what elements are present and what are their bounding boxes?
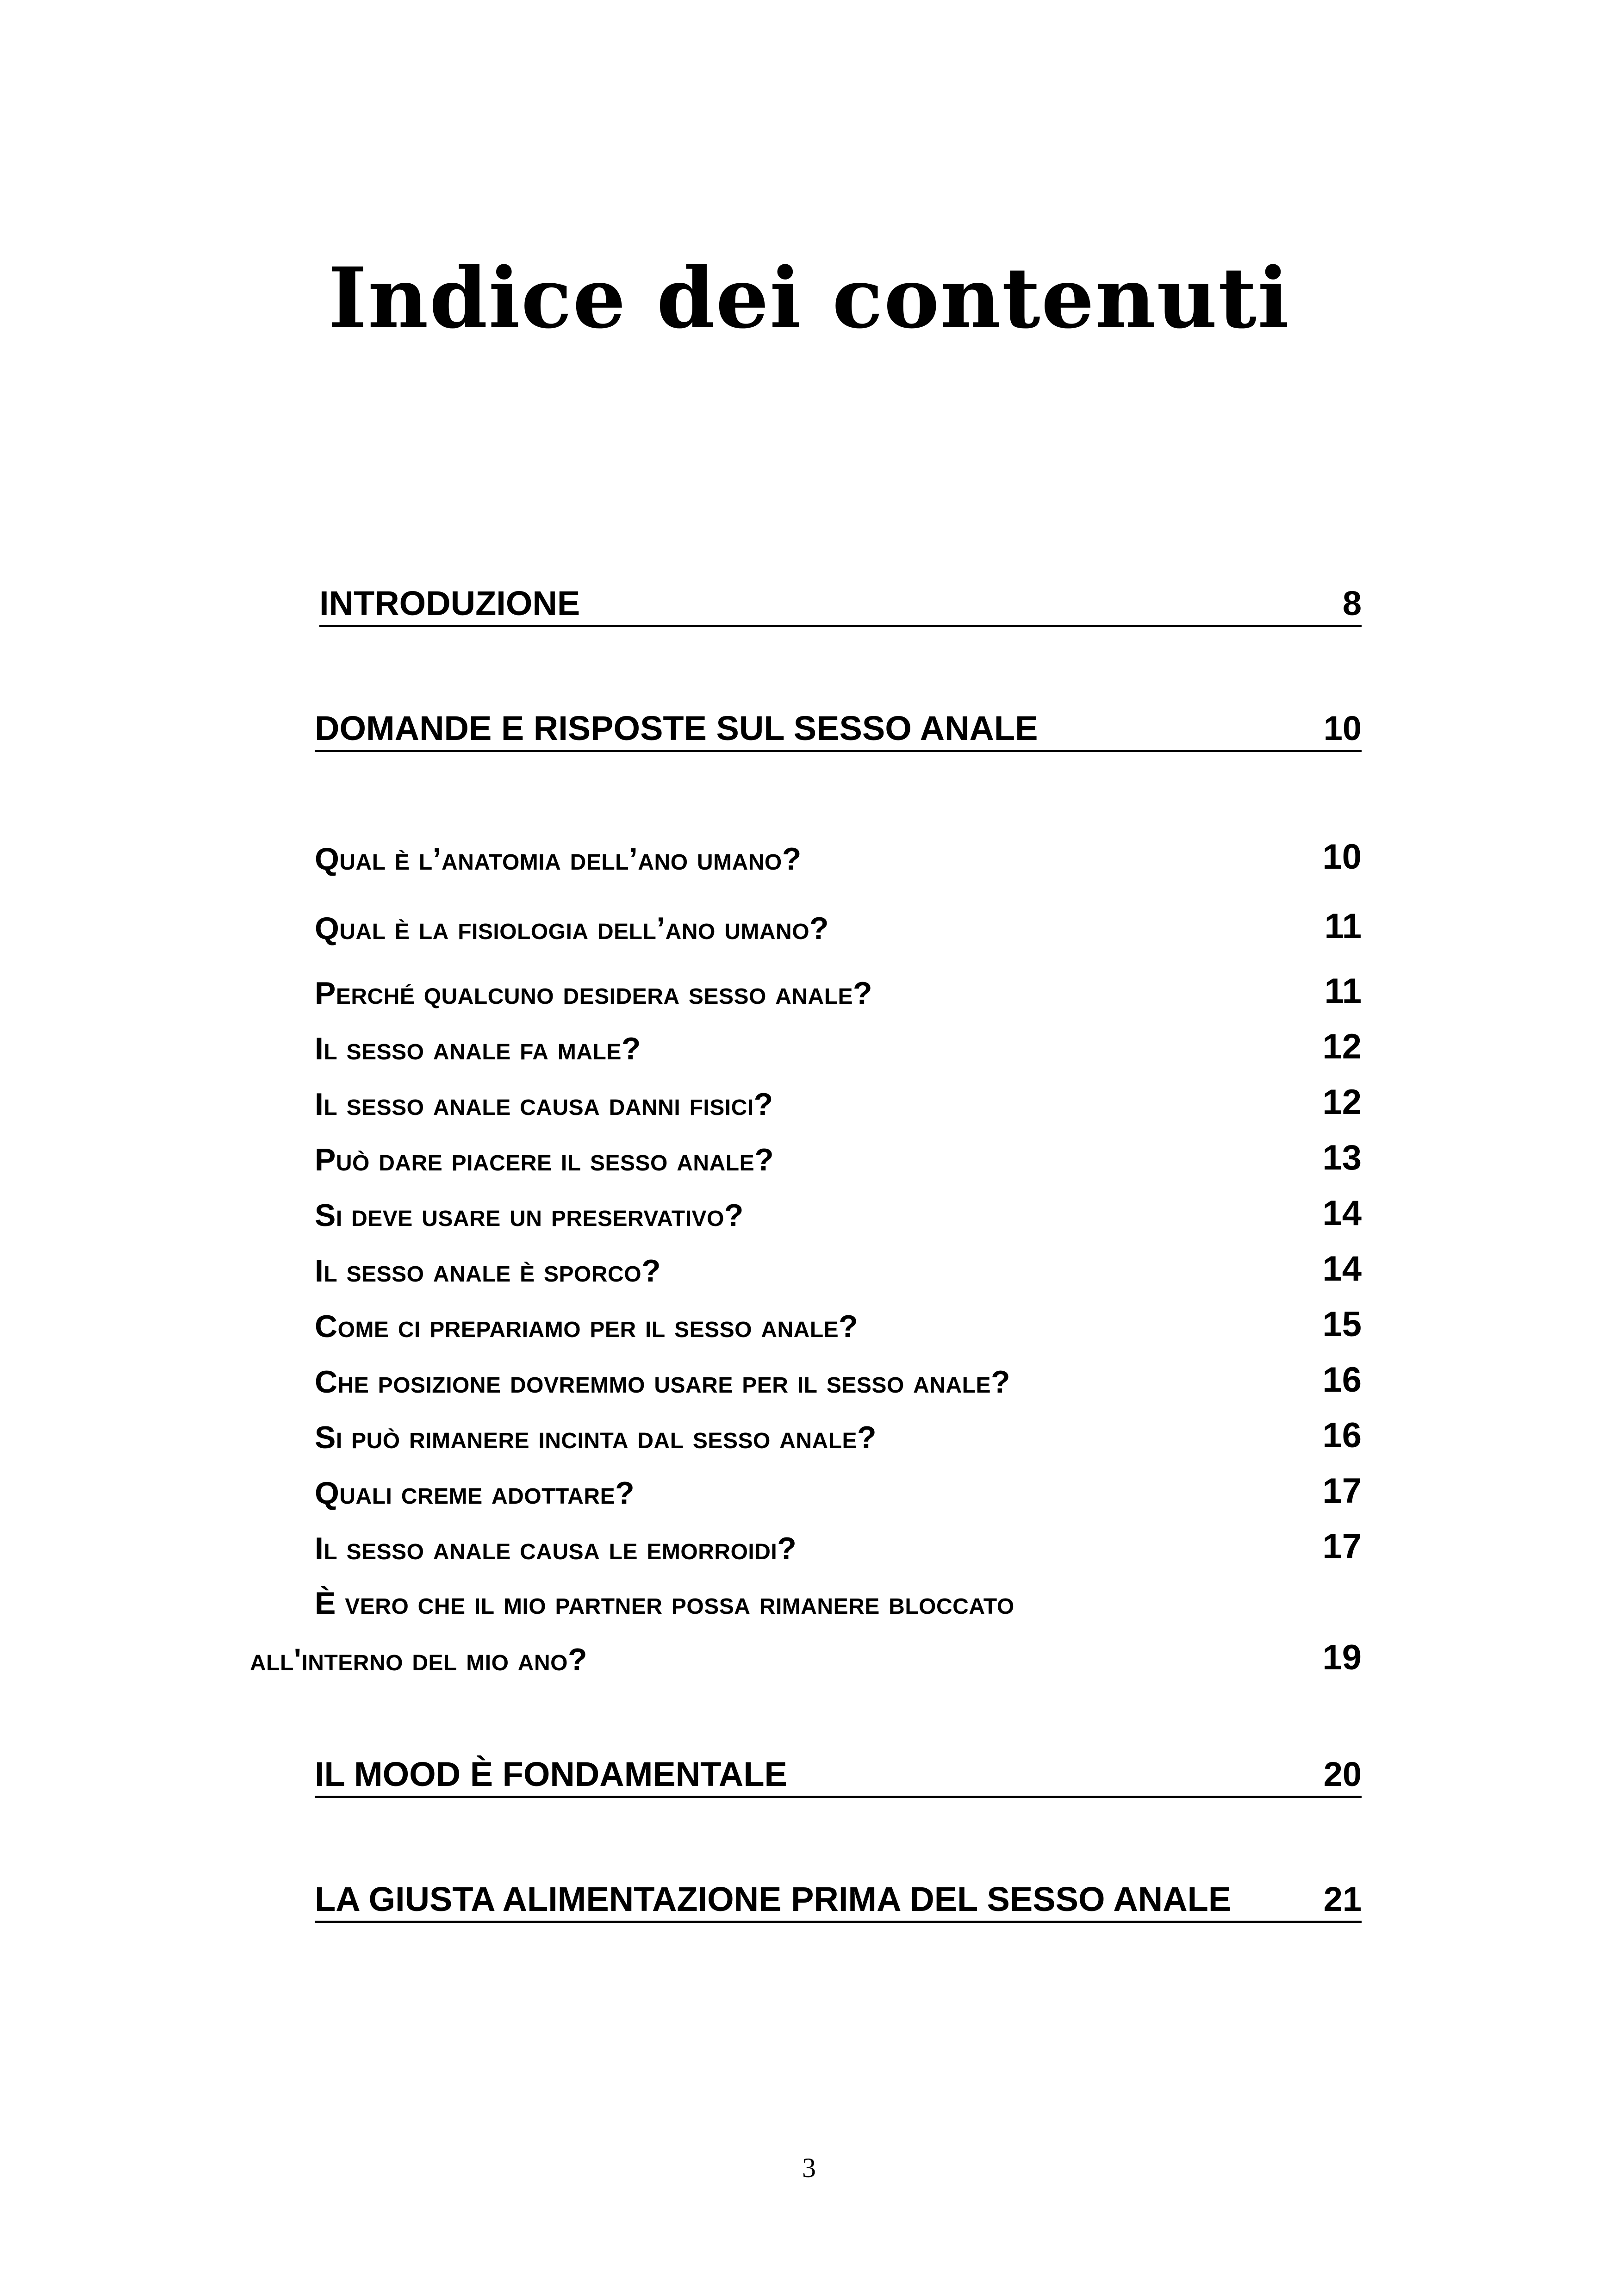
page-title: Indice dei contenuti [328,249,1290,347]
toc-subentry[interactable] [250,1631,1362,1678]
toc-subentry[interactable] [315,1520,1362,1567]
toc-subentry-page: 13 [1322,1138,1362,1177]
toc-subentry-page: 17 [1322,1527,1362,1566]
toc-entry-label: INTRODUZIONE [319,584,580,622]
toc-entry-page: 8 [1342,584,1362,622]
toc-subentry-page: 11 [1324,907,1362,946]
toc-subentry-label: Si può rimanere incinta dal sesso anale? [315,1420,877,1455]
toc-subentry[interactable] [315,965,1362,1011]
toc-subentry-page: 12 [1322,1027,1362,1066]
toc-entry-label: IL MOOD È FONDAMENTALE [315,1755,787,1793]
toc-subentry-label: Si deve usare un preservativo? [315,1198,744,1233]
toc-subentry-page: 19 [1322,1638,1362,1677]
toc-subentry-page: 14 [1322,1249,1362,1288]
toc-subentry[interactable] [315,1020,1362,1067]
toc-entry-page: 20 [1323,1755,1362,1793]
toc-subentry-page: 14 [1322,1194,1362,1233]
page-number: 3 [802,2153,816,2183]
toc-subentry[interactable] [315,1132,1362,1178]
toc-subentry[interactable] [315,1076,1362,1122]
toc-subentry[interactable] [315,1187,1362,1233]
toc-subentry-page: 17 [1322,1471,1362,1511]
toc-subentry-label-line2: all'interno del mio ano? [250,1642,588,1677]
toc-entry-alimentazione[interactable] [315,1870,1362,1923]
toc-subentry-label: Può dare piacere il sesso anale? [315,1142,774,1177]
toc-subentry[interactable] [315,900,1362,946]
toc-subentry-page: 16 [1322,1360,1362,1400]
toc-subentry-label: Che posizione dovremmo usare per il sesso anale? [315,1364,1011,1400]
toc-subentry-label: Qual è l’anatomia dell’ano umano? [315,841,802,877]
toc-subentry[interactable] [315,1243,1362,1289]
toc-subentry-label: Quali creme adottare? [315,1475,635,1511]
toc-entry-page: 21 [1323,1880,1362,1918]
toc-subentry[interactable] [315,831,1362,877]
toc-subentry[interactable] [315,1354,1362,1400]
toc-subentry-label: Il sesso anale causa le emorroidi? [315,1531,797,1566]
toc-subentry-label: Perché qualcuno desidera sesso anale? [315,976,873,1011]
toc-subentry-label: Qual è la fisiologia dell’ano umano? [315,911,829,946]
toc-entry-label: LA GIUSTA ALIMENTAZIONE PRIMA DEL SESSO ANALE [315,1880,1232,1918]
toc-subentry-label: Il sesso anale fa male? [315,1031,641,1066]
toc-subentry-label: Come ci prepariamo per il sesso anale? [315,1309,859,1344]
toc-subentry-label: Il sesso anale causa danni fisici? [315,1087,773,1122]
toc-subentry-label: Il sesso anale è sporco? [315,1253,661,1288]
toc-subentry[interactable] [315,1465,1362,1511]
toc-subentry-page: 16 [1322,1416,1362,1455]
toc-subentry-page: 11 [1324,971,1362,1011]
toc-entry-introduzione[interactable] [319,574,1362,627]
toc-entry-mood[interactable] [315,1745,1362,1798]
toc-subentry-page: 10 [1322,837,1362,877]
toc-entry-page: 10 [1323,709,1362,747]
toc-subentry-page: 15 [1322,1305,1362,1344]
toc-entry-label: DOMANDE E RISPOSTE SUL SESSO ANALE [315,709,1038,747]
toc-subentry[interactable] [315,1409,1362,1456]
toc-subentry[interactable] [315,1298,1362,1344]
toc-subentry-page: 12 [1322,1083,1362,1122]
toc-entry-domande[interactable] [315,699,1362,752]
toc-subentry-label-line1[interactable]: È vero che il mio partner possa rimanere bloccato [315,1586,1014,1621]
